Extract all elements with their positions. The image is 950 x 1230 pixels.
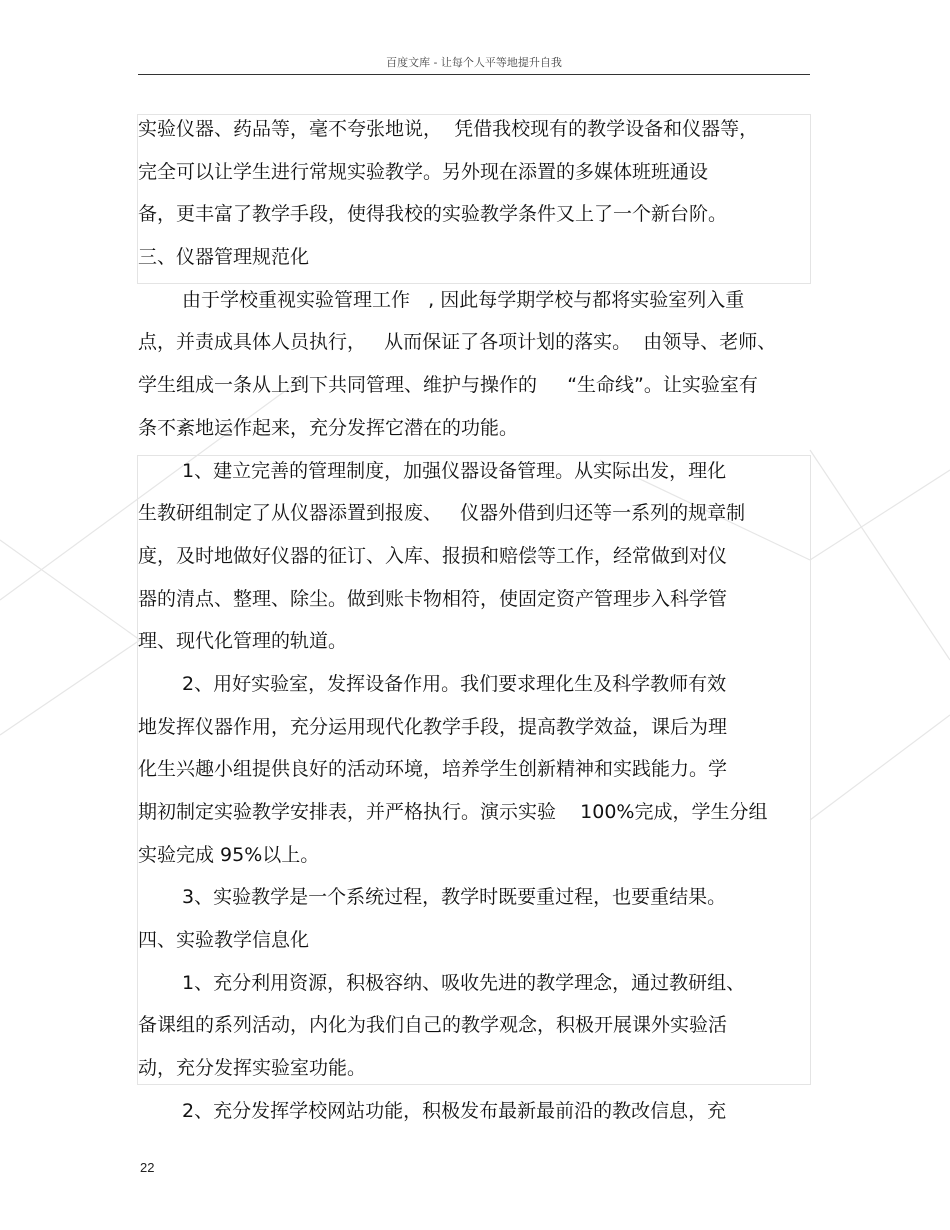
text-line: 备课组的系列活动，内化为我们自己的教学观念，积极开展课外实验活	[138, 1014, 728, 1037]
text-line: 地发挥仪器作用，充分运用现代化教学手段，提高教学效益，课后为理	[138, 715, 728, 738]
text-line: 备，更丰富了教学手段，使得我校的实验教学条件又上了一个新台阶。	[138, 203, 728, 226]
text-line: 度，及时地做好仪器的征订、入库、报损和赔偿等工作，经常做到对仪	[138, 544, 728, 567]
text-line: 3、实验教学是一个系统过程，教学时既要重过程，也要重结果。	[182, 886, 727, 909]
text-line: 四、实验教学信息化	[138, 929, 310, 952]
text-line: 实验完成 95%以上。	[138, 843, 320, 866]
header-text: 百度文库 - 让每个人平等地提升自我	[386, 56, 562, 69]
text-line: 2、用好实验室，发挥设备作用。我们要求理化生及科学教师有效	[182, 672, 727, 695]
text-line: 条不紊地运作起来，充分发挥它潜在的功能。	[138, 416, 519, 439]
text-line: 1、建立完善的管理制度，加强仪器设备管理。从实际出发，理化	[182, 459, 727, 482]
page-header	[138, 52, 810, 75]
text-line: 生教研组制定了从仪器添置到报废、 仪器外借到归还等一系列的规章制	[138, 502, 746, 525]
page-number: 22	[140, 1160, 155, 1175]
text-line: 期初制定实验教学安排表，并严格执行。演示实验 100%完成，学生分组	[138, 801, 768, 823]
text-line: 动，充分发挥实验室功能。	[138, 1057, 367, 1080]
text-line: 点，并责成具体人员执行， 从而保证了各项计划的落实。 由领导、老师、	[138, 331, 777, 354]
text-line: 化生兴趣小组提供良好的活动环境，培养学生创新精神和实践能力。学	[138, 758, 728, 781]
text-line: 完全可以让学生进行常规实验教学。另外现在添置的多媒体班班通设	[138, 160, 709, 183]
text-line: 理、现代化管理的轨道。	[138, 630, 348, 653]
document-body	[138, 108, 818, 1133]
text-line: 2、充分发挥学校网站功能，积极发布最新最前沿的教改信息，充	[182, 1099, 727, 1122]
text-line: 由于学校重视实验管理工作 , 因此每学期学校与都将实验室列入重	[182, 288, 745, 311]
text-line: 器的清点、整理、除尘。做到账卡物相符，使固定资产管理步入科学管	[138, 587, 728, 610]
text-line: 三、仪器管理规范化	[138, 246, 310, 269]
text-line: 实验仪器、药品等，毫不夸张地说， 凭借我校现有的教学设备和仪器等，	[138, 118, 759, 140]
text-line: 学生组成一条从上到下共同管理、维护与操作的 “生命线”。让实验室有	[138, 374, 758, 397]
text-line: 1、充分利用资源，积极容纳、吸收先进的教学理念，通过教研组、	[182, 971, 746, 994]
